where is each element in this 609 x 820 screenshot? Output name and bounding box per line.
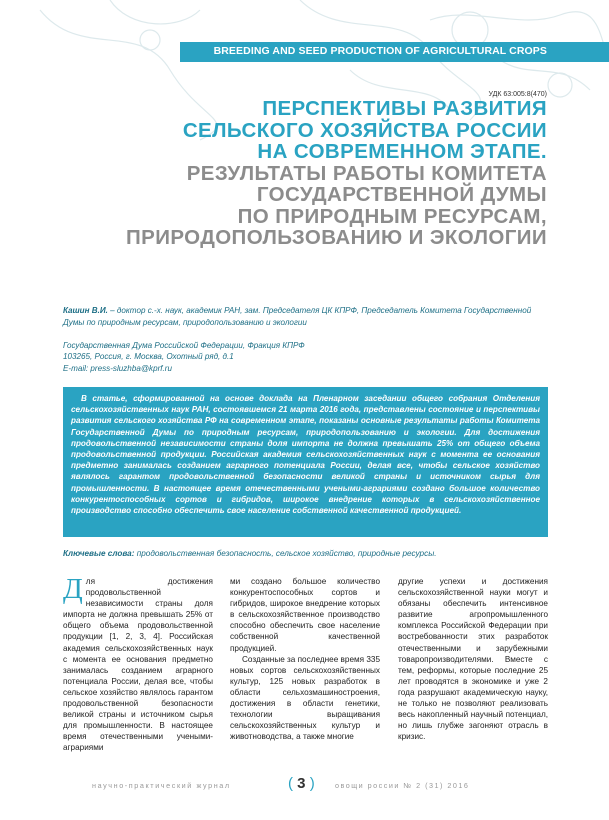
body-paragraph: другие успехи и достижения сельскохозяйственной науки могут и обязаны обеспечить интенсивное развитие агропромышленного комплекса Российской Федерации при востребованности этих разработок отечественными и зарубежными товаропроизводителями. Вместе с тем, реформы, которые последние 25 лет проводятся в экономике и уже 2 года разрушают академическую науку, не только не позволяют реализовать весь накопленный научный потенциал, но лишь глубже загоняют отрасль в кризис. [398,577,548,742]
body-paragraph: ля достижения продовольственной независимости страны доля импорта не должна превышать 25% от общего объема продовольственной продукции [1, 2, 3, 4]. Российская академия сельскохозяйственных наук с момента ее основания предметно занималась созданием аграрного потенциала России, делая все, чтобы сельское хозяйство являлось гарантом продовольственной безопасности великой страны и источником сырья для промышленности. В настоящее время отечественными учеными-аграриями [63,577,213,753]
article-title [77,98,547,249]
page-number: ( 3 ) [288,775,315,792]
author-info [63,305,548,328]
section-title: BREEDING AND SEED PRODUCTION OF AGRICULTURAL CROPS [213,45,547,57]
keywords-label: Ключевые слова: [63,549,135,558]
affiliation-address: 103265, Россия, г. Москва, Охотный ряд, д.1 [63,352,234,362]
affiliation [63,340,548,374]
abstract-box [63,387,548,537]
author-name: Кашин В.И. [63,306,108,315]
body-column-2 [230,576,380,742]
udk-code: УДК 63:005:8(470) [488,91,547,98]
body-paragraph: ми создано большое количество конкурентоспособных сортов и гибридов, широкое внедрение которых в сельскохозяйственное производство способно обеспечить свое население собственной качественной продукцией. [230,577,380,653]
author-details: – доктор с.-х. наук, академик РАН, зам. Председателя ЦК КПРФ, Председатель Комитета Государственной Думы по природным ресурсам, природопользованию и экологии [63,306,532,327]
abstract-text: В статье, сформированной на основе доклада на Пленарном заседании общего собрания Отделения сельскохозяйственных наук РАН, состоявшемся 21 марта 2016 года, представлены состояние и перспективы развития сельского хозяйства РФ на современном этапе, показаны основные результаты работы Комитета Государственной Думы по природным ресурсам, природопользованию и экологии. Для достижения продовольственной независимости страны доля импорта не должна превышать 25% от общего объема продовольственной продукции. Российская академия сельскохозяйственных наук с момента ее основания предметно занималась созданием аграрного потенциала России, делая все, чтобы сельское хозяйство являлось гарантом продовольственной безопасности великой страны и источником сырья для промышленности. В настоящее время отечественными учеными-аграриями создано большое количество конкурентоспособных сортов и гибридов, широкое внедрение которых в сельскохозяйственное производство способно обеспечить свое население собственной качественной продукцией. [71,394,540,516]
title-line-4: РЕЗУЛЬТАТЫ РАБОТЫ КОМИТЕТА [186,161,547,185]
title-line-2: СЕЛЬСКОГО ХОЗЯЙСТВА РОССИИ [182,118,547,142]
footer-journal-type: научно-практический журнал [92,781,231,790]
drop-cap: Д [63,573,83,605]
body-paragraph: Созданные за последнее время 335 новых сортов сельскохозяйственных культур, 125 новых разработок в области сельхозмашиностроения, достижения в области генетики, технологии выращивания сельскохозяйственных культур и животноводства, а также многие [230,654,380,742]
body-column-3 [398,576,548,742]
page-footer [0,777,609,797]
page-number-value: 3 [297,775,306,792]
title-line-1: ПЕРСПЕКТИВЫ РАЗВИТИЯ [262,97,547,120]
affiliation-org: Государственная Дума Российской Федерации, Фракция КПРФ [63,341,305,350]
keywords-text: продовольственная безопасность, сельское хозяйство, природные ресурсы. [134,549,437,558]
keywords [63,549,548,558]
title-line-6: ПО ПРИРОДНЫМ РЕСУРСАМ, [237,204,547,228]
affiliation-email: E-mail: press-sluzhba@kprf.ru [63,363,172,373]
section-header-band [180,42,609,62]
body-column-1 [63,573,213,754]
footer-journal-issue: овощи россии № 2 (31) 2016 [335,781,470,790]
title-line-7: ПРИРОДОПОЛЬЗОВАНИЮ И ЭКОЛОГИИ [125,226,547,249]
title-line-5: ГОСУДАРСТВЕННОЙ ДУМЫ [256,183,547,206]
title-line-3: НА СОВРЕМЕННОМ ЭТАПЕ. [257,140,547,163]
